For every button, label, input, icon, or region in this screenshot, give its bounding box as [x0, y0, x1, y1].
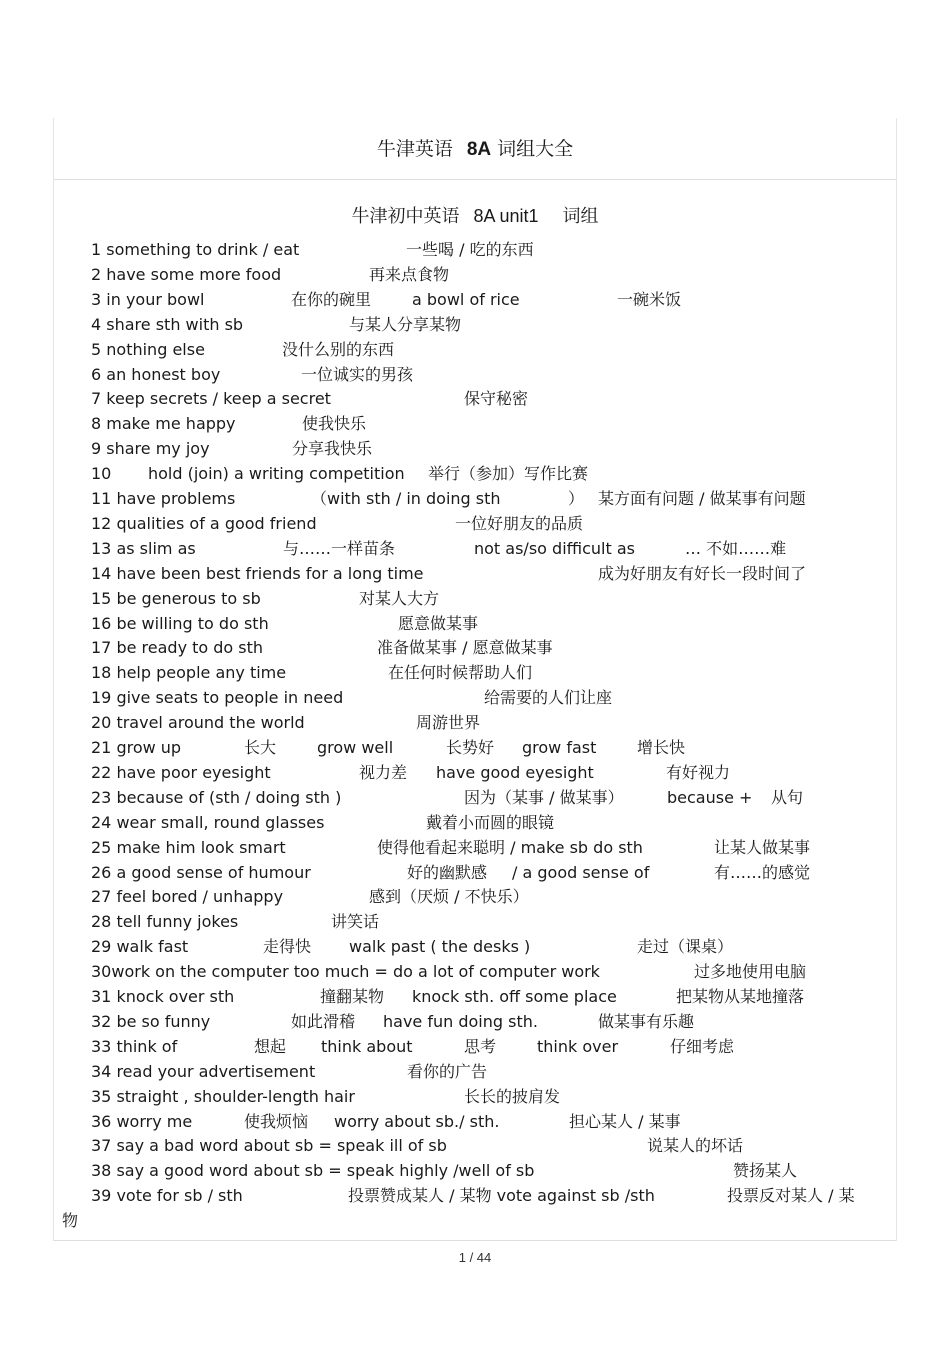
list-item [0, 811, 950, 835]
phrase-english: 2 have some more food [91, 265, 282, 284]
phrase-part: 一位诚实的男孩 [301, 365, 414, 384]
phrase-part: 想起 [254, 1037, 287, 1056]
phrase-english: 18 help people any time [91, 663, 287, 682]
phrase-part: 使得他看起来聪明 / make sb do sth [377, 838, 643, 857]
phrase-part: 一碗米饭 [617, 290, 682, 309]
phrase-english: 24 wear small, round glasses [91, 813, 325, 832]
phrase-part: 撞翻某物 [320, 987, 385, 1006]
phrase-part: 走得快 [263, 937, 312, 956]
phrase-part: 成为好朋友有好长一段时间了 [598, 564, 807, 583]
list-item [0, 1110, 950, 1134]
list-item [0, 512, 950, 536]
phrase-part: not as/so difficult as [474, 539, 635, 558]
list-item [0, 587, 950, 611]
section-title [54, 202, 896, 228]
phrase-part: 某方面有问题 / 做某事有问题 [598, 489, 806, 508]
phrase-part: 再来点食物 [369, 265, 450, 284]
list-item [0, 1159, 950, 1183]
list-item [0, 238, 950, 262]
phrase-part: 准备做某事 / 愿意做某事 [377, 638, 553, 657]
list-item [0, 462, 950, 486]
bottom-rule [54, 1240, 896, 1241]
phrase-english: 25 make him look smart [91, 838, 286, 857]
phrase-part: 使我烦恼 [244, 1112, 309, 1131]
phrase-part: 讲笑话 [331, 912, 380, 931]
phrase-part: walk past ( the desks ) [349, 937, 531, 956]
phrase-part: 一位好朋友的品质 [455, 514, 584, 533]
phrase-part: hold (join) a writing competition [148, 464, 405, 483]
phrase-part: 周游世界 [416, 713, 481, 732]
section-title-cn2: 词组 [562, 206, 599, 227]
list-item [0, 1184, 950, 1208]
phrase-english: 21 grow up [91, 738, 182, 757]
list-item [0, 612, 950, 636]
phrase-english: 30work on the computer too much = do a lot of computer work [91, 962, 600, 981]
phrase-part: 使我快乐 [302, 414, 367, 433]
phrase-english: 11 have problems [91, 489, 236, 508]
phrase-part: 愿意做某事 [398, 614, 479, 633]
list-item [0, 761, 950, 785]
phrase-english: 31 knock over sth [91, 987, 235, 1006]
section-title-en: 8A unit1 [473, 206, 539, 226]
list-item [0, 686, 950, 710]
phrase-part: ） [568, 489, 585, 508]
phrase-part: knock sth. off some place [412, 987, 617, 1006]
phrase-part: grow well [317, 738, 394, 757]
phrase-part: 赞扬某人 [733, 1161, 798, 1180]
phrase-english: 37 say a bad word about sb = speak ill of sb [91, 1136, 447, 1155]
list-item [0, 338, 950, 362]
list-item [0, 363, 950, 387]
main-title [54, 134, 896, 161]
phrase-part: 过多地使用电脑 [694, 962, 807, 981]
phrase-english: 3 in your bowl [91, 290, 205, 309]
phrase-part: … 不如……难 [685, 539, 787, 558]
phrase-part: 如此滑稽 [291, 1012, 356, 1031]
phrase-english: 13 as slim as [91, 539, 196, 558]
phrase-english: 33 think of [91, 1037, 178, 1056]
phrase-english: 7 keep secrets / keep a secret [91, 389, 331, 408]
phrase-english: 15 be generous to sb [91, 589, 261, 608]
list-item [0, 437, 950, 461]
phrase-part: 走过（课桌） [637, 937, 734, 956]
phrase-part: 在你的碗里 [291, 290, 372, 309]
phrase-english: 9 share my joy [91, 439, 210, 458]
phrase-part: 从句 [771, 788, 804, 807]
list-item [0, 387, 950, 411]
phrase-english: 8 make me happy [91, 414, 236, 433]
phrase-part: 戴着小而圆的眼镜 [426, 813, 555, 832]
phrase-english: 17 be ready to do sth [91, 638, 264, 657]
phrase-part: 投票反对某人 / 某 [727, 1186, 855, 1205]
list-item [0, 711, 950, 735]
phrase-part: / a good sense of [512, 863, 650, 882]
phrase-part: think about [321, 1037, 413, 1056]
phrase-english: 19 give seats to people in need [91, 688, 344, 707]
phrase-english: 29 walk fast [91, 937, 189, 956]
list-item [0, 1035, 950, 1059]
list-item [0, 636, 950, 660]
list-item [0, 288, 950, 312]
list-item [0, 1134, 950, 1158]
phrase-part: 长大 [244, 738, 277, 757]
phrase-english: 27 feel bored / unhappy [91, 887, 284, 906]
list-item [0, 1060, 950, 1084]
phrase-english: 22 have poor eyesight [91, 763, 271, 782]
phrase-part: 投票赞成某人 / 某物 vote against sb /sth [348, 1186, 655, 1205]
list-item [0, 487, 950, 511]
phrase-english: 1 something to drink / eat [91, 240, 300, 259]
phrase-english: 34 read your advertisement [91, 1062, 316, 1081]
phrase-part: 长势好 [446, 738, 495, 757]
phrase-part: 让某人做某事 [714, 838, 811, 857]
phrase-english: 36 worry me [91, 1112, 193, 1131]
list-item [0, 935, 950, 959]
phrase-part: 与……一样苗条 [283, 539, 396, 558]
list-item [0, 861, 950, 885]
list-item [0, 885, 950, 909]
phrase-part: 思考 [464, 1037, 497, 1056]
phrase-english: 32 be so funny [91, 1012, 211, 1031]
phrase-part: 增长快 [637, 738, 686, 757]
list-item [0, 263, 950, 287]
list-item [0, 736, 950, 760]
phrase-english: 12 qualities of a good friend [91, 514, 317, 533]
list-item [0, 1209, 950, 1233]
list-item [0, 412, 950, 436]
phrase-part: 有……的感觉 [714, 863, 811, 882]
phrase-english: 5 nothing else [91, 340, 205, 359]
phrase-english: 28 tell funny jokes [91, 912, 239, 931]
list-item [0, 960, 950, 984]
main-title-en: 8A [466, 139, 492, 160]
phrase-part: 长长的披肩发 [464, 1087, 561, 1106]
phrase-part: 举行（参加）写作比赛 [428, 464, 589, 483]
phrase-part: 有好视力 [666, 763, 731, 782]
phrase-part: a bowl of rice [412, 290, 520, 309]
phrase-english: 16 be willing to do sth [91, 614, 269, 633]
phrase-part: 与某人分享某物 [349, 315, 462, 334]
phrase-part: because + [667, 788, 753, 807]
phrase-english: 39 vote for sb / sth [91, 1186, 243, 1205]
phrase-english: 26 a good sense of humour [91, 863, 311, 882]
page-number: 1 / 44 [458, 1250, 492, 1265]
main-title-cn2: 词组大全 [497, 138, 574, 160]
phrase-part: worry about sb./ sth. [334, 1112, 500, 1131]
phrase-english: 23 because of (sth / doing sth ) [91, 788, 342, 807]
list-item [0, 1010, 950, 1034]
phrase-part: 做某事有乐趣 [598, 1012, 695, 1031]
list-item [0, 910, 950, 934]
phrase-part: 说某人的坏话 [647, 1136, 744, 1155]
phrase-english: 14 have been best friends for a long time [91, 564, 424, 583]
phrase-part: 给需要的人们让座 [484, 688, 613, 707]
phrase-part: 把某物从某地撞落 [676, 987, 805, 1006]
phrase-part: 因为（某事 / 做某事） [464, 788, 624, 807]
phrase-part: 一些喝 / 吃的东西 [406, 240, 534, 259]
phrase-english: 4 share sth with sb [91, 315, 244, 334]
list-item [0, 537, 950, 561]
list-item [0, 1085, 950, 1109]
phrase-part: 对某人大方 [359, 589, 440, 608]
list-item [0, 661, 950, 685]
phrase-part: have fun doing sth. [383, 1012, 538, 1031]
phrase-part: 在任何时候帮助人们 [388, 663, 533, 682]
list-item [0, 985, 950, 1009]
phrase-part: have good eyesight [436, 763, 594, 782]
phrase-part: 仔细考虑 [670, 1037, 735, 1056]
phrase-part: 看你的广告 [407, 1062, 488, 1081]
phrase-part: 分享我快乐 [292, 439, 373, 458]
section-title-cn: 牛津初中英语 [351, 206, 460, 227]
phrase-part: （with sth / in doing sth [311, 489, 501, 508]
phrase-part: 担心某人 / 某事 [569, 1112, 681, 1131]
phrase-part: 保守秘密 [464, 389, 529, 408]
phrase-english: 38 say a good word about sb = speak highly /well of sb [91, 1161, 535, 1180]
list-item [0, 562, 950, 586]
phrase-english: 35 straight , shoulder-length hair [91, 1087, 355, 1106]
list-item [0, 836, 950, 860]
phrase-part: grow fast [522, 738, 597, 757]
phrase-part: 视力差 [359, 763, 408, 782]
phrase-part: think over [537, 1037, 619, 1056]
list-item [0, 313, 950, 337]
phrase-english: 20 travel around the world [91, 713, 305, 732]
phrase-part: 没什么别的东西 [282, 340, 395, 359]
phrase-part: 感到（厌烦 / 不快乐） [369, 887, 529, 906]
phrase-english: 10 [91, 464, 112, 483]
phrase-english: 6 an honest boy [91, 365, 221, 384]
phrase-part: 好的幽默感 [407, 863, 488, 882]
main-title-cn: 牛津英语 [376, 138, 453, 160]
list-item [0, 786, 950, 810]
title-row [54, 118, 896, 180]
phrase-english: 物 [62, 1211, 79, 1230]
